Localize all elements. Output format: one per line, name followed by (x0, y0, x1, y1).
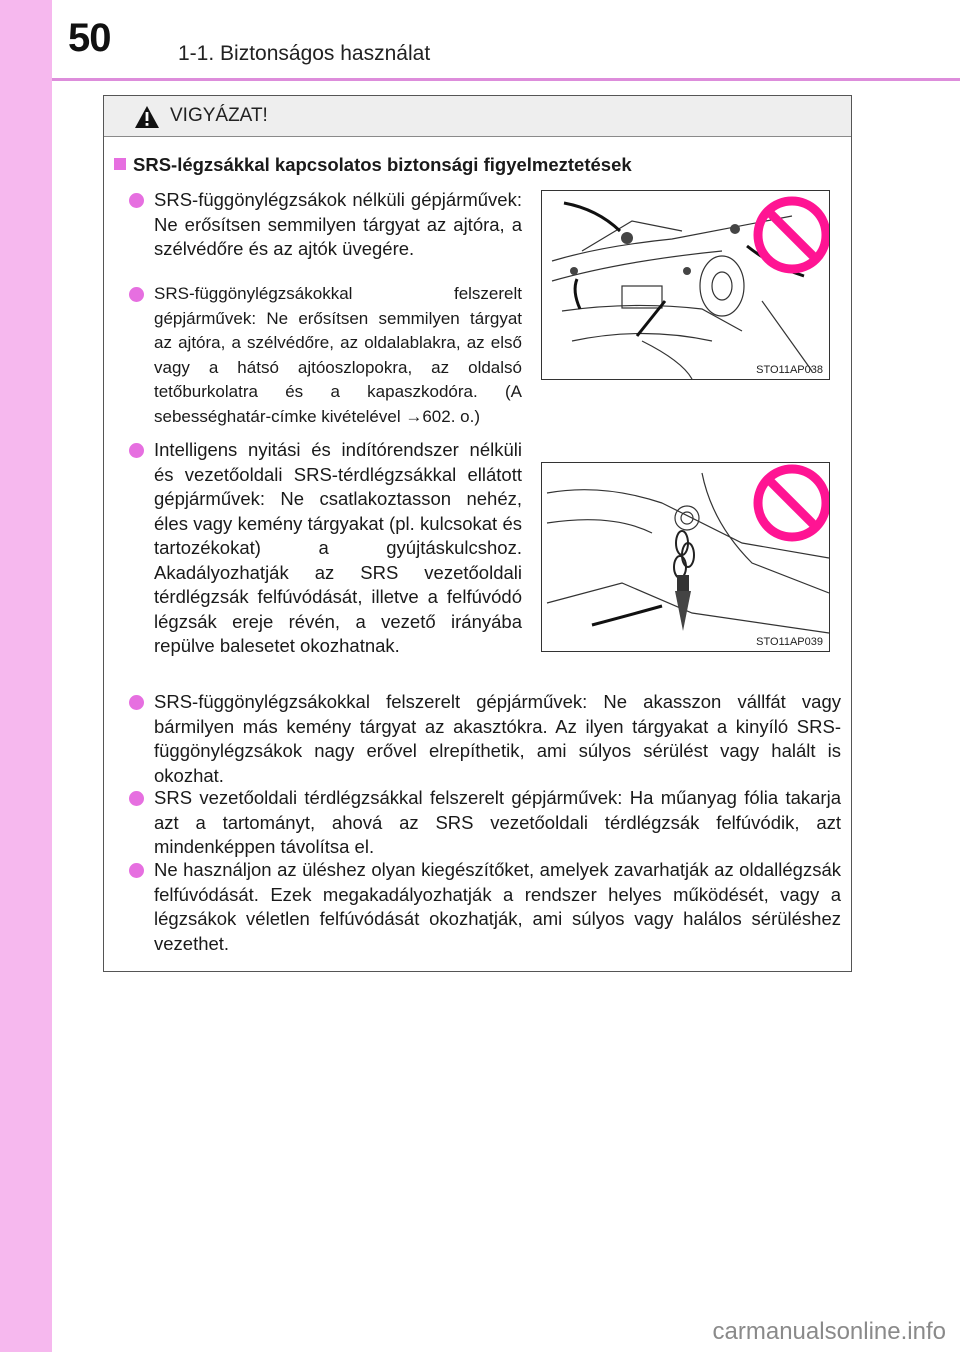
item-text: SRS-függönylégzsákokkal felszerelt gépjárművek: Ne akasszon vállfát vagy bármilyen más kemény tárgyat az akasztókra. Az ilyen tárgyakat a kinyíló SRS-függönylégzsákok nagy erővel elrepíthetik, ami súlyos sérülést vagy halált is okozhat. (154, 691, 841, 786)
list-item (129, 690, 841, 788)
item-text: Ne használjon az üléshez olyan kiegészítőket, amelyek zavarhatják az oldallégzsák felfúvódását. Ezek megakadályozhatják a rendszer helyes működését, vagy a légzsákok véletlen felfúvódását okozhatják, ami súlyos vagy halálos sérüléshez vezethet. (154, 859, 841, 954)
figure-car-interior (541, 190, 830, 380)
watermark: carmanualsonline.info (712, 1318, 946, 1345)
page-number: 50 (68, 16, 111, 60)
figure-code: STO11AP038 (756, 364, 823, 376)
item-text: SRS-függönylégzsákokkal felszerelt gépjárművek: Ne erősítsen semmilyen tárgyat az ajtóra, a szélvédőre, az oldalablakra, az első vagy a hátsó ajtóoszlopokra, az oldalsó tetőburkolatra és a kapaszkodóra. (A sebességhatár-címke kivételével →602. o.) (154, 284, 522, 426)
prohibition-icon (758, 469, 826, 537)
list-item (129, 786, 841, 860)
section-title: 1-1. Biztonságos használat (178, 42, 431, 65)
list-item (129, 858, 841, 956)
header-rule (52, 78, 960, 81)
warning-header (104, 96, 851, 137)
prohibition-icon (758, 201, 826, 269)
round-bullet-icon (129, 287, 144, 302)
left-color-band (0, 0, 52, 1352)
round-bullet-icon (129, 863, 144, 878)
round-bullet-icon (129, 193, 144, 208)
list-item (129, 438, 522, 659)
round-bullet-icon (129, 695, 144, 710)
warning-triangle-icon (134, 105, 160, 129)
car-interior-illustration (542, 191, 829, 379)
square-bullet-icon (114, 158, 126, 170)
item-text: Intelligens nyitási és indítórendszer nélküli és vezetőoldali SRS-térdlégzsákkal ellátott gépjárművek: Ne csatlakoztasson nehéz, éles vagy kemény tárgyakat (pl. kulcsokat és tartozékokat) a gyújtáskulcshoz. Akadályozhatják az SRS vezetőoldali térdlégzsák felfúvódását, illetve a felfúvódó légzsák ereje révén, a vezető irányába repülve balesetet okozhatnak. (154, 439, 522, 656)
item-text: SRS vezetőoldali térdlégzsákkal felszerelt gépjárművek: Ha műanyag fólia takarja azt a tartományt, ahová az SRS vezetőoldali térdlégzsák felfúvódik, azt mindenképpen távolítsa el. (154, 787, 841, 857)
round-bullet-icon (129, 443, 144, 458)
warning-title: VIGYÁZAT! (170, 105, 268, 126)
warning-heading-text: SRS-légzsákkal kapcsolatos biztonsági figyelmeztetések (133, 154, 632, 175)
figure-ignition-keys (541, 462, 830, 652)
list-item (129, 282, 522, 429)
warning-heading (114, 154, 632, 176)
ignition-keys-illustration (542, 463, 829, 651)
round-bullet-icon (129, 791, 144, 806)
figure-code: STO11AP039 (756, 636, 823, 648)
list-item (129, 188, 522, 262)
item-text: SRS-függönylégzsákok nélküli gépjárművek: Ne erősítsen semmilyen tárgyat az ajtóra, a szélvédőre és az ajtók üvegére. (154, 189, 522, 259)
warning-box (103, 95, 852, 972)
